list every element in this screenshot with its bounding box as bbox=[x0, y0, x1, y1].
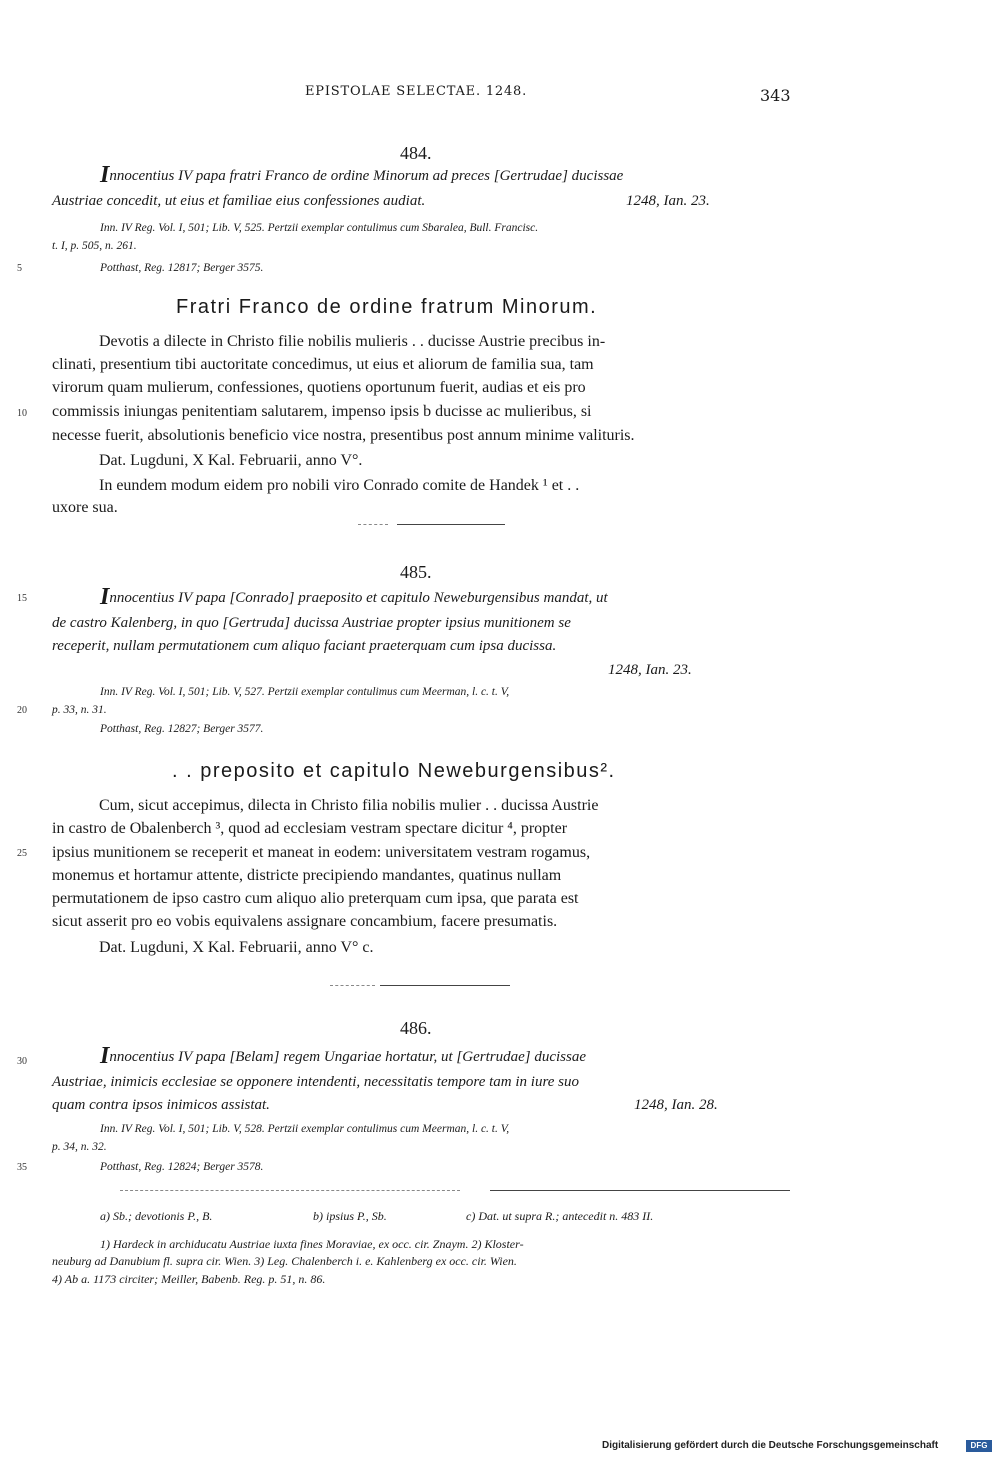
digitization-credit: Digitalisierung gefördert durch die Deutsche Forschungsgemeinschaft bbox=[602, 1440, 939, 1451]
regest-line: de castro Kalenberg, in quo [Gertruda] ducissa Austriae propter ipsius munitionem se bbox=[52, 615, 571, 631]
body-line: necesse fuerit, absolutionis beneficio vice nostra, presentibus post annum minime valituris. bbox=[52, 427, 635, 444]
source-line: p. 34, n. 32. bbox=[52, 1141, 107, 1153]
line-number: 35 bbox=[17, 1162, 27, 1173]
separator-rule bbox=[380, 985, 510, 986]
source-line: t. I, p. 505, n. 261. bbox=[52, 240, 137, 252]
letter-number: 485. bbox=[400, 562, 432, 582]
eundem-line: In eundem modum eidem pro nobili viro Conrado comite de Handek ¹ et . . bbox=[99, 477, 580, 494]
body-line: in castro de Obalenberch ³, quod ad ecclesiam vestram spectare dicitur ⁴, propter bbox=[52, 820, 568, 837]
source-line: p. 33, n. 31. bbox=[52, 704, 107, 716]
apparatus-note-b: b) ipsius P., Sb. bbox=[313, 1209, 387, 1223]
regest-line: quam contra ipsos inimicos assistat. bbox=[52, 1097, 270, 1113]
source-line: Potthast, Reg. 12817; Berger 3575. bbox=[100, 262, 264, 274]
footnote-line: 4) Ab a. 1173 circiter; Meiller, Babenb. Reg. p. 51, n. 86. bbox=[52, 1272, 326, 1286]
regest-date: 1248, Ian. 23. bbox=[608, 662, 692, 678]
letter-address: Fratri Franco de ordine fratrum Minorum. bbox=[176, 296, 598, 318]
regest-line: Innocentius IV papa fratri Franco de ordine Minorum ad preces [Gertrudae] ducissae bbox=[100, 162, 624, 188]
body-line: permutationem de ipso castro cum aliquo alio preterquam cum ipsa, que parata est bbox=[52, 890, 579, 907]
initial-letter: I bbox=[100, 584, 110, 610]
initial-letter: I bbox=[100, 162, 110, 188]
dat-line: Dat. Lugduni, X Kal. Februarii, anno V° c. bbox=[99, 939, 374, 956]
body-line: sicut asserit pro eo vobis equivalens assignare concambium, facere presumatis. bbox=[52, 913, 558, 930]
apparatus-note-a: a) Sb.; devotionis P., B. bbox=[100, 1209, 213, 1223]
source-line: Potthast, Reg. 12824; Berger 3578. bbox=[100, 1161, 264, 1173]
dfg-logo: DFG bbox=[966, 1440, 992, 1452]
body-line: monemus et hortamur attente, districte precipiendo mandantes, quatinus nullam bbox=[52, 867, 562, 884]
page-number: 343 bbox=[760, 86, 791, 105]
letter-number: 486. bbox=[400, 1018, 432, 1038]
body-line: Cum, sicut accepimus, dilecta in Christo filia nobilis mulier . . ducissa Austrie bbox=[99, 797, 599, 814]
dat-line: Dat. Lugduni, X Kal. Februarii, anno V°. bbox=[99, 452, 363, 469]
source-line: Inn. IV Reg. Vol. I, 501; Lib. V, 527. Pertzii exemplar contulimus cum Meerman, l. c. t. V, bbox=[100, 686, 510, 698]
footnote-line: 1) Hardeck in archiducatu Austriae iuxta fines Moraviae, ex occ. cir. Znaym. 2) Kloster- bbox=[100, 1237, 524, 1251]
line-number: 10 bbox=[17, 408, 27, 419]
body-line: virorum quam mulierum, confessiones, quotiens oportunum fuerit, audias et eis pro bbox=[52, 379, 586, 396]
regest-line: Austriae concedit, ut eius et familiae eius confessiones audiat. bbox=[52, 193, 426, 209]
body-line: Devotis a dilecte in Christo filie nobilis mulieris . . ducisse Austrie precibus in- bbox=[99, 333, 606, 350]
separator-rule bbox=[397, 524, 505, 525]
line-number: 30 bbox=[17, 1056, 27, 1067]
source-line: Inn. IV Reg. Vol. I, 501; Lib. V, 525. Pertzii exemplar contulimus cum Sbaralea, Bull. Francisc. bbox=[100, 222, 539, 234]
line-number: 5 bbox=[17, 263, 22, 274]
body-line: commissis iniungas penitentiam salutarem, impenso ipsis b ducisse ac mulieribus, si bbox=[52, 403, 592, 420]
apparatus-note-c: c) Dat. ut supra R.; antecedit n. 483 II. bbox=[466, 1209, 654, 1223]
line-number: 25 bbox=[17, 848, 27, 859]
initial-letter: I bbox=[100, 1043, 110, 1069]
line-number: 15 bbox=[17, 593, 27, 604]
footnote-line: neuburg ad Danubium fl. supra cir. Wien. 3) Leg. Chalenberch i. e. Kahlenberg ex occ. cir. Wien. bbox=[52, 1254, 517, 1268]
letter-address: . . preposito et capitulo Neweburgensibus². bbox=[172, 760, 616, 782]
regest-line: Innocentius IV papa [Belam] regem Ungariae hortatur, ut [Gertrudae] ducissae bbox=[100, 1043, 586, 1069]
regest-date: 1248, Ian. 23. bbox=[626, 193, 710, 209]
regest-date: 1248, Ian. 28. bbox=[634, 1097, 718, 1113]
line-number: 20 bbox=[17, 705, 27, 716]
source-line: Inn. IV Reg. Vol. I, 501; Lib. V, 528. Pertzii exemplar contulimus cum Meerman, l. c. t. V, bbox=[100, 1123, 510, 1135]
eundem-line: uxore sua. bbox=[52, 499, 118, 516]
regest-line: Austriae, inimicis ecclesiae se opponere intendenti, necessitatis tempore tam in iure suo bbox=[52, 1074, 579, 1090]
running-title: EPISTOLAE SELECTAE. 1248. bbox=[305, 84, 528, 99]
apparatus-dash bbox=[120, 1190, 460, 1191]
letter-number: 484. bbox=[400, 143, 432, 163]
body-line: ipsius munitionem se receperit et maneat in eodem: universitatem vestram rogamus, bbox=[52, 844, 591, 861]
body-line: clinati, presentium tibi auctoritate concedimus, ut eius et aliorum de familia sua, tam bbox=[52, 356, 594, 373]
regest-line: Innocentius IV papa [Conrado] praeposito et capitulo Neweburgensibus mandat, ut bbox=[100, 584, 608, 610]
regest-line: receperit, nullam permutationem cum aliquo faciant praeterquam cum ipsa ducissa. bbox=[52, 638, 557, 654]
source-line: Potthast, Reg. 12827; Berger 3577. bbox=[100, 723, 264, 735]
apparatus-rule bbox=[490, 1190, 790, 1191]
separator-dash bbox=[358, 524, 388, 525]
separator-dash bbox=[330, 985, 375, 986]
